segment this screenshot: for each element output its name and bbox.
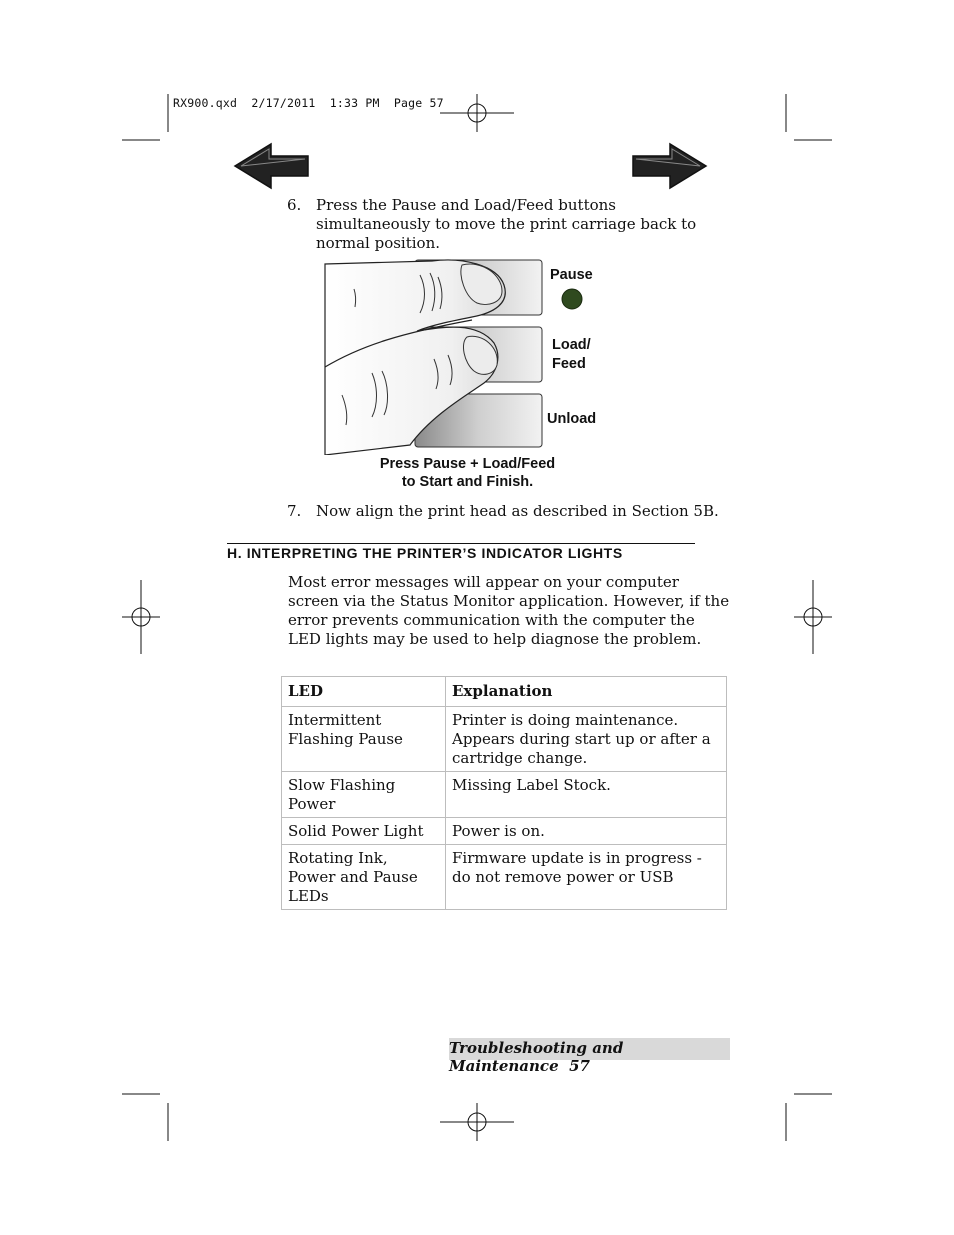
pause-button-label: Pause (550, 267, 593, 283)
file-slug: RX900.qxd 2/17/2011 1:33 PM Page 57 (173, 96, 444, 110)
page-footer (449, 1038, 730, 1075)
load-label-line-2: Feed (552, 356, 586, 372)
led-cell: Rotating Ink, Power and Pause LEDs (282, 845, 446, 910)
table-header-row (282, 677, 727, 707)
left-arrow-icon[interactable] (233, 142, 311, 190)
table-row (282, 707, 727, 772)
footer-text (449, 1039, 722, 1075)
column-header-led: LED (282, 677, 446, 707)
explanation-cell: Printer is doing maintenance. Appears during start up or after a cartridge change. (446, 707, 727, 772)
step-text: Press the Pause and Load/Feed buttons simultaneously to move the print carriage back to normal position. (316, 196, 697, 252)
button-press-illustration (322, 255, 552, 455)
load-feed-button-label (552, 336, 591, 374)
step-text: Now align the print head as described in Section 5B. (316, 502, 719, 520)
load-label-line-1: Load/ (552, 337, 591, 353)
illustration-caption (345, 455, 590, 491)
explanation-cell: Missing Label Stock. (446, 772, 727, 818)
table-row (282, 772, 727, 818)
table-row (282, 845, 727, 910)
pause-led-icon (561, 288, 583, 310)
section-heading: H. INTERPRETING THE PRINTER’S INDICATOR LIGHTS (227, 543, 695, 561)
table-row (282, 818, 727, 845)
step-7 (287, 502, 727, 522)
footer-title: Troubleshooting and Maintenance (449, 1039, 624, 1075)
step-6 (287, 196, 727, 252)
right-arrow-icon[interactable] (630, 142, 708, 190)
caption-line-2: to Start and Finish. (401, 474, 534, 490)
step-number: 6. (287, 196, 302, 214)
unload-button-label: Unload (547, 411, 597, 427)
led-cell: Slow Flashing Power (282, 772, 446, 818)
led-cell: Solid Power Light (282, 818, 446, 845)
led-table (281, 676, 727, 910)
caption-line-1: Press Pause + Load/Feed (379, 456, 556, 472)
page-number: 57 (569, 1057, 590, 1075)
led-cell: Intermittent Flashing Pause (282, 707, 446, 772)
explanation-cell: Firmware update is in progress - do not remove power or USB (446, 845, 727, 910)
section-intro: Most error messages will appear on your computer screen via the Status Monitor application. However, if the error prevents communication with the computer the LED lights may be used to help diagnose the problem. (288, 573, 730, 648)
column-header-explanation: Explanation (446, 677, 727, 707)
step-number: 7. (287, 502, 302, 520)
explanation-cell: Power is on. (446, 818, 727, 845)
